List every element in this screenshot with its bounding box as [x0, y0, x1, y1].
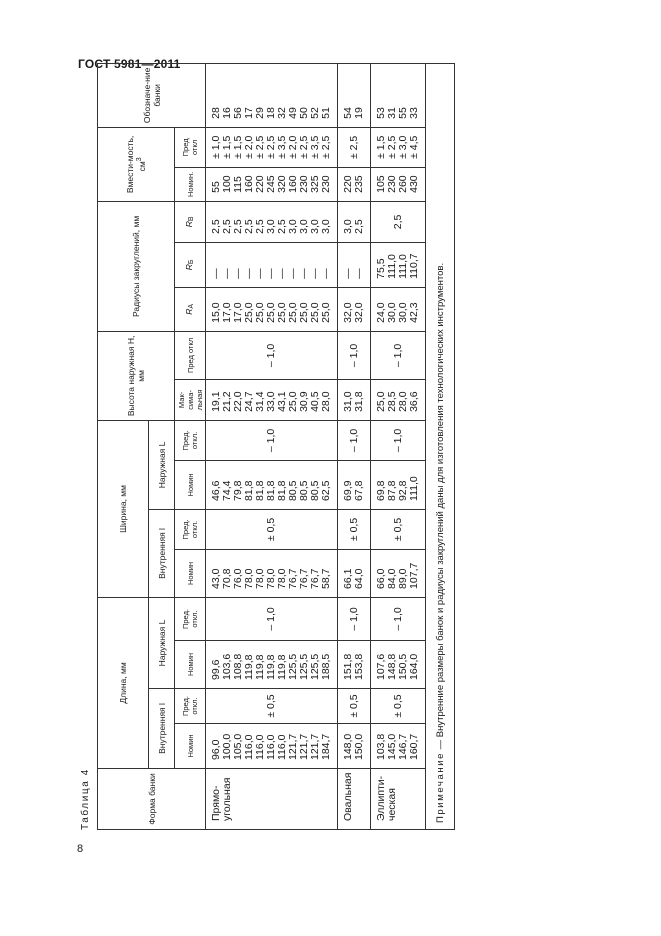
- cell-value: 78,0: [254, 568, 266, 589]
- table-row: [338, 63, 371, 829]
- cell-radius-a: [206, 287, 338, 331]
- cell-value: 29: [254, 107, 266, 119]
- cell-value: 78,0: [243, 568, 255, 589]
- cell-value: 160: [243, 175, 255, 193]
- dimensions-table: [97, 63, 455, 830]
- table-note: [426, 63, 455, 829]
- cell-value: 69,8: [375, 480, 387, 501]
- cell-value: ± 2,5: [254, 135, 266, 159]
- cell-value: 66,1: [342, 568, 354, 589]
- cell-value: 25,0: [309, 302, 321, 323]
- cell-value: 103,8: [375, 733, 387, 760]
- table-row: [371, 63, 426, 829]
- cell-value: —: [287, 268, 299, 279]
- cell-value: 148,0: [342, 733, 354, 760]
- cell-width-outer-deviation: – 1,0: [338, 420, 371, 460]
- cell-value: ± 2,5: [386, 135, 398, 159]
- cell-height-max: [206, 379, 338, 420]
- header-len-outer-dev: Пред. откл.: [175, 597, 206, 640]
- cell-value: —: [221, 268, 233, 279]
- cell-value: 32,0: [342, 302, 354, 323]
- cell-value: —: [232, 268, 244, 279]
- cell-value: 46,6: [210, 480, 222, 501]
- cell-value: 42,3: [408, 302, 420, 323]
- cell-value: 80,5: [309, 480, 321, 501]
- cell-value: —: [342, 268, 354, 279]
- cell-value: 18: [265, 107, 277, 119]
- cell-value: 76,7: [287, 568, 299, 589]
- cell-value: 2,5: [243, 219, 255, 234]
- header-rb-letter: R: [183, 264, 194, 271]
- cell-value: 320: [276, 175, 288, 193]
- cell-value: 75,5: [375, 258, 387, 279]
- cell-value: —: [298, 268, 310, 279]
- cell-value: 99,6: [210, 659, 222, 680]
- cell-value: 105,0: [232, 733, 244, 760]
- cell-radius-b: [338, 242, 371, 287]
- cell-value: 36,6: [408, 391, 420, 412]
- cell-value: 100: [221, 175, 233, 193]
- cell-value: 28,0: [397, 391, 409, 412]
- cell-value: 119,8: [254, 654, 266, 680]
- cell-value: ± 2,0: [287, 135, 299, 159]
- cell-value: 30,0: [397, 302, 409, 323]
- cell-width-inner-nominal: [206, 549, 338, 597]
- header-width-inner: Внутренняя l: [149, 509, 175, 597]
- cell-designation: [206, 63, 338, 127]
- cell-value: 125,5: [287, 653, 299, 680]
- cell-value: 2,5: [232, 219, 244, 234]
- header-ra-letter: R: [183, 308, 194, 315]
- cell-value: 2,5: [353, 219, 365, 234]
- cell-value: 66,0: [375, 568, 387, 589]
- cell-value: 33: [408, 107, 420, 119]
- cell-value: 3,0: [298, 219, 310, 234]
- header-rb: [175, 242, 206, 287]
- cell-value: —: [276, 268, 288, 279]
- cell-form: Эллипти-ческая: [371, 769, 426, 830]
- cell-radius-b: [206, 242, 338, 287]
- table-row: [206, 63, 338, 829]
- cell-height-max: [371, 379, 426, 420]
- header-form: Форма банки: [98, 769, 206, 830]
- header-capacity-text: Вмести-мость, см: [125, 135, 147, 194]
- cell-value: 3,0: [287, 219, 299, 234]
- cell-value: 103,6: [221, 653, 233, 680]
- cell-value: 78,0: [265, 568, 277, 589]
- header-len-inner-nom: Номин: [175, 724, 206, 769]
- cell-value: 260: [397, 175, 409, 193]
- cell-value: 76,7: [309, 568, 321, 589]
- header-wid-outer-nom: Номин: [175, 460, 206, 509]
- cell-value: 43,0: [210, 568, 222, 589]
- cell-length-outer-deviation: – 1,0: [206, 597, 338, 640]
- cell-value: 184,7: [320, 733, 332, 760]
- cell-designation: [338, 63, 371, 127]
- header-length: Длина, мм: [98, 597, 149, 768]
- cell-value: 84,0: [386, 568, 398, 589]
- cell-value: 245: [265, 175, 277, 193]
- header-ra-sub: А: [187, 303, 195, 309]
- cell-height-deviation: – 1,0: [206, 331, 338, 379]
- cell-value: 87,8: [386, 480, 398, 501]
- header-height-max: Мак-сима-льная: [175, 379, 206, 420]
- cell-height-deviation: – 1,0: [338, 331, 371, 379]
- cell-capacity-deviation: [206, 127, 338, 167]
- cell-value: 19,1: [210, 391, 222, 412]
- cell-length-outer-deviation: – 1,0: [371, 597, 426, 640]
- cell-value: ± 1,0: [210, 135, 222, 159]
- note-title: Примечание: [435, 752, 446, 823]
- header-height: Высота наружная H, мм: [98, 331, 175, 420]
- note-text: — Внутренние размеры банок и радиусы закруглений даны для изготовления технологических инструментов.: [435, 262, 446, 752]
- cell-value: 25,0: [276, 302, 288, 323]
- cell-height-deviation: – 1,0: [371, 331, 426, 379]
- cell-value: 116,0: [276, 734, 288, 760]
- cell-value: 111,0: [386, 254, 398, 279]
- cell-value: 2,5: [276, 219, 288, 234]
- cell-value: ± 2,0: [243, 135, 255, 159]
- cell-value: ± 1,5: [221, 135, 233, 159]
- cell-height-max: [338, 379, 371, 420]
- cell-value: 43,1: [276, 391, 288, 412]
- cell-value: 31,4: [254, 391, 266, 412]
- cell-value: 220: [254, 175, 266, 193]
- header-rb-sub: Б: [187, 259, 195, 265]
- cell-value: 19: [353, 107, 365, 119]
- cell-value: 325: [309, 175, 321, 193]
- header-capacity-sup: 3: [136, 157, 143, 162]
- cell-value: 81,8: [265, 480, 277, 501]
- page-number: 8: [77, 843, 84, 855]
- cell-value: 40,5: [309, 391, 321, 412]
- cell-value: 121,7: [287, 733, 299, 760]
- cell-value: 80,5: [287, 480, 299, 501]
- cell-width-outer-deviation: – 1,0: [371, 420, 426, 460]
- header-wid-outer-dev: Пред. откл.: [175, 420, 206, 460]
- cell-width-outer-nominal: [206, 460, 338, 509]
- cell-value: 31,8: [353, 391, 365, 412]
- cell-value: 28,0: [320, 391, 332, 412]
- header-ra: [175, 287, 206, 331]
- cell-length-outer-nominal: [371, 641, 426, 689]
- cell-value: 24,7: [243, 391, 255, 412]
- cell-value: 17,0: [232, 302, 244, 323]
- cell-width-inner-nominal: [371, 549, 426, 597]
- cell-value: 3,0: [320, 219, 332, 234]
- cell-value: 111,0: [408, 476, 420, 501]
- cell-value: —: [243, 268, 255, 279]
- cell-value: 76,0: [232, 568, 244, 589]
- cell-value: 108,8: [232, 653, 244, 680]
- cell-width-inner-nominal: [338, 549, 371, 597]
- cell-value: —: [320, 268, 332, 279]
- cell-radius-a: [338, 287, 371, 331]
- cell-value: 230: [298, 175, 310, 193]
- cell-value: ± 3,5: [276, 135, 288, 159]
- cell-value: 79,8: [232, 480, 244, 501]
- cell-length-inner-deviation: ± 0,5: [206, 689, 338, 724]
- cell-value: 150,5: [397, 653, 409, 680]
- cell-value: 230: [320, 175, 332, 193]
- cell-form: Овальная: [338, 769, 371, 830]
- table-caption: Таблица 4: [80, 768, 91, 830]
- cell-radius-v: [206, 201, 338, 242]
- cell-value: 32: [276, 107, 288, 119]
- cell-value: 115: [232, 176, 244, 193]
- cell-value: 100,0: [221, 733, 233, 760]
- cell-value: 53: [375, 107, 387, 119]
- cell-value: 32,0: [353, 302, 365, 323]
- cell-value: 2,5: [254, 219, 266, 234]
- header-length-outer: Наружная L: [149, 597, 175, 688]
- header-rv: [175, 201, 206, 242]
- cell-value: 24,0: [375, 302, 387, 323]
- cell-value: 119,8: [265, 654, 277, 680]
- cell-value: 3,0: [265, 219, 277, 234]
- cell-capacity-deviation: [371, 127, 426, 167]
- header-rv-letter: R: [183, 221, 194, 228]
- cell-designation: [371, 63, 426, 127]
- cell-value: 3,0: [342, 219, 354, 234]
- cell-value: 30,9: [298, 391, 310, 412]
- cell-length-inner-deviation: ± 0,5: [338, 689, 371, 724]
- header-radii: Радиусы закруглений, мм: [98, 201, 175, 331]
- cell-value: 17: [243, 107, 255, 119]
- cell-width-inner-deviation: ± 0,5: [371, 509, 426, 549]
- cell-value: —: [353, 268, 365, 279]
- cell-value: 25,0: [320, 302, 332, 323]
- cell-value: 25,0: [254, 302, 266, 323]
- cell-value: 111,0: [397, 254, 409, 279]
- header-width: Ширина, мм: [98, 420, 149, 597]
- cell-value: 25,0: [298, 302, 310, 323]
- header-capacity: [98, 127, 175, 201]
- cell-value: 62,5: [320, 480, 332, 501]
- cell-value: 25,0: [375, 391, 387, 412]
- cell-value: ± 1,5: [232, 135, 244, 159]
- cell-value: 164,0: [408, 653, 420, 680]
- header-rv-sub: В: [187, 216, 195, 222]
- cell-value: —: [210, 268, 222, 279]
- header-designation: Обозначе-ние банки: [98, 63, 206, 127]
- cell-value: 31,0: [342, 391, 354, 412]
- cell-value: 21,2: [221, 391, 233, 412]
- cell-value: 58,7: [320, 568, 332, 589]
- cell-value: 30,0: [386, 302, 398, 323]
- cell-width-outer-nominal: [371, 460, 426, 509]
- cell-value: 81,8: [254, 480, 266, 501]
- cell-value: 105: [375, 175, 387, 193]
- cell-capacity-nominal: [338, 167, 371, 201]
- cell-value: 31: [386, 107, 398, 119]
- cell-value: 52: [309, 107, 321, 119]
- cell-value: 107,7: [408, 562, 420, 589]
- cell-value: ± 3,0: [397, 135, 409, 159]
- cell-value: 121,7: [309, 733, 321, 760]
- header-cap-dev: Пред откл: [175, 127, 206, 167]
- cell-value: 54: [342, 107, 354, 119]
- cell-length-outer-nominal: [206, 641, 338, 689]
- cell-value: 121,7: [298, 733, 310, 760]
- cell-value: 107,6: [375, 653, 387, 680]
- cell-value: 33,0: [265, 391, 277, 412]
- cell-value: 153,8: [353, 653, 365, 680]
- cell-value: 2,5: [221, 219, 233, 234]
- cell-value: 70,8: [221, 568, 233, 589]
- cell-value: 55: [397, 107, 409, 119]
- cell-value: 81,8: [243, 480, 255, 501]
- cell-radius-v: 2,5: [371, 201, 426, 242]
- header-height-dev: Пред откл: [175, 331, 206, 379]
- cell-value: 69,9: [342, 480, 354, 501]
- cell-value: —: [265, 268, 277, 279]
- cell-value: —: [254, 268, 266, 279]
- cell-value: —: [309, 268, 321, 279]
- cell-value: 17,0: [221, 302, 233, 323]
- cell-capacity-nominal: [206, 167, 338, 201]
- cell-value: 146,7: [397, 733, 409, 760]
- cell-value: 220: [342, 175, 354, 193]
- cell-value: 188,5: [320, 653, 332, 680]
- cell-capacity-nominal: [371, 167, 426, 201]
- cell-value: ± 2,5: [265, 135, 277, 159]
- cell-width-inner-deviation: ± 0,5: [338, 509, 371, 549]
- cell-value: 49: [287, 107, 299, 119]
- cell-value: 51: [320, 107, 332, 119]
- cell-value: 230: [386, 175, 398, 193]
- cell-value: 64,0: [353, 568, 365, 589]
- cell-value: 67,8: [353, 480, 365, 501]
- cell-value: 148,8: [386, 653, 398, 680]
- cell-width-inner-deviation: ± 0,5: [206, 509, 338, 549]
- cell-value: ± 3,5: [309, 135, 321, 159]
- cell-length-inner-nominal: [338, 724, 371, 769]
- cell-value: 22,0: [232, 391, 244, 412]
- cell-length-inner-nominal: [206, 724, 338, 769]
- cell-value: 116,0: [243, 734, 255, 760]
- cell-value: ± 4,5: [408, 135, 420, 159]
- cell-value: 92,8: [397, 480, 409, 501]
- cell-value: 81,8: [276, 480, 288, 501]
- cell-value: 145,0: [386, 733, 398, 760]
- document-code: ГОСТ 5981—2011: [78, 57, 181, 71]
- header-len-outer-nom: Номин: [175, 641, 206, 689]
- cell-value: 235: [353, 175, 365, 193]
- cell-value: 76,7: [298, 568, 310, 589]
- cell-value: 125,5: [298, 653, 310, 680]
- rotated-table-container: [80, 67, 490, 830]
- cell-capacity-deviation: ± 2,5: [338, 127, 371, 167]
- header-wid-inner-dev: Пред. откл.: [175, 509, 206, 549]
- cell-value: 80,5: [298, 480, 310, 501]
- header-length-inner: Внутренняя l: [149, 689, 175, 769]
- cell-length-outer-deviation: – 1,0: [338, 597, 371, 640]
- cell-value: 3,0: [309, 219, 321, 234]
- header-cap-nom: Номин.: [175, 167, 206, 201]
- cell-length-outer-nominal: [338, 641, 371, 689]
- cell-value: 78,0: [276, 568, 288, 589]
- cell-value: 160,7: [408, 733, 420, 760]
- cell-value: 28,5: [386, 391, 398, 412]
- header-len-inner-dev: Пред. откл.: [175, 689, 206, 724]
- cell-width-outer-nominal: [338, 460, 371, 509]
- cell-value: 25,0: [243, 302, 255, 323]
- cell-value: 15,0: [210, 302, 222, 323]
- cell-value: 55: [210, 181, 222, 193]
- cell-value: 160: [287, 175, 299, 193]
- cell-radius-b: [371, 242, 426, 287]
- cell-width-outer-deviation: – 1,0: [206, 420, 338, 460]
- cell-value: ± 2,5: [298, 135, 310, 159]
- cell-value: 150,0: [353, 733, 365, 760]
- cell-value: 16: [221, 107, 233, 119]
- cell-value: 89,0: [397, 568, 409, 589]
- cell-value: ± 1,5: [375, 135, 387, 159]
- cell-value: ± 2,5: [320, 135, 332, 159]
- cell-radius-a: [371, 287, 426, 331]
- cell-value: 119,8: [243, 654, 255, 680]
- cell-value: 28: [210, 107, 222, 119]
- cell-value: 151,8: [342, 653, 354, 680]
- header-wid-inner-nom: Номин: [175, 549, 206, 597]
- cell-value: 25,0: [265, 302, 277, 323]
- cell-length-inner-nominal: [371, 724, 426, 769]
- cell-value: 74,4: [221, 480, 233, 501]
- header-width-outer: Наружная L: [149, 420, 175, 509]
- cell-radius-v: [338, 201, 371, 242]
- cell-value: 119,8: [276, 654, 288, 680]
- cell-value: 50: [298, 107, 310, 119]
- cell-length-inner-deviation: ± 0,5: [371, 689, 426, 724]
- cell-value: 56: [232, 107, 244, 119]
- cell-value: 116,0: [254, 734, 266, 760]
- cell-value: 110,7: [408, 253, 420, 279]
- cell-value: 2,5: [210, 219, 222, 234]
- cell-value: 125,5: [309, 653, 321, 680]
- cell-value: 25,0: [287, 302, 299, 323]
- cell-value: 430: [408, 175, 420, 193]
- cell-value: 25,0: [287, 391, 299, 412]
- cell-form: Прямо-угольная: [206, 769, 338, 830]
- cell-value: 116,0: [265, 734, 277, 760]
- cell-value: 96,0: [210, 739, 222, 760]
